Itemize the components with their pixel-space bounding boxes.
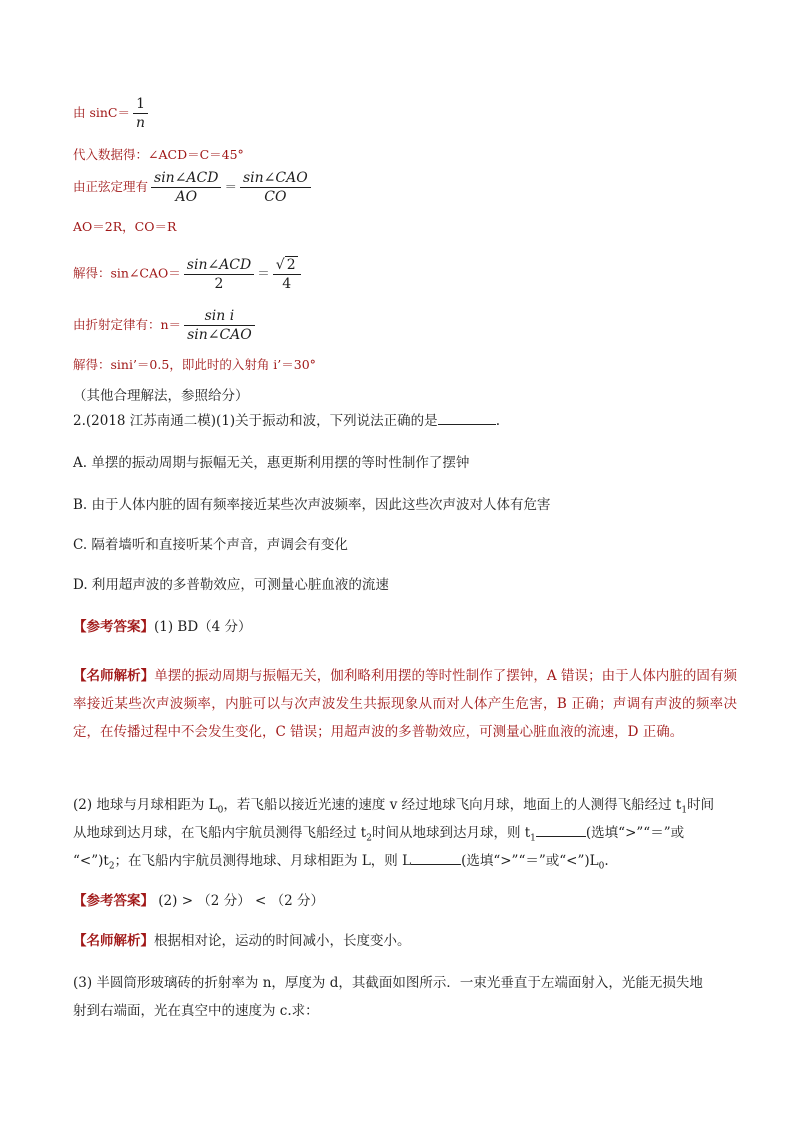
part-2-line-2: 从地球到达月球，在飞船内宇航员测得飞船经过 $t_2$时间从地球到达月球，则 $t_1$ (选填“>”“＝”或 xyxy=(73,820,733,852)
part-3-line-1: (3) 半圆筒形玻璃砖的折射率为 n，厚度为 d，其截面如图所示．一束光垂直于左端面射入，光能无损失地 xyxy=(73,975,703,991)
formula-prefix: 解得：sin∠CAO＝ xyxy=(73,265,181,281)
result-line: 解得：sini’＝0.5，即此时的入射角 i’＝30° xyxy=(73,357,316,372)
teacher-analysis-2: 【名师解析】根据相对论，运动的时间减小，长度变小。 xyxy=(73,933,411,949)
analysis-label: 【名师解析】 xyxy=(73,933,154,949)
ao-co-line: AO＝2R，CO＝R xyxy=(73,219,177,234)
formula-prefix: 由正弦定理有 xyxy=(73,179,149,194)
part-2-line-1: (2) 地球与月球相距为 $L_0$，若飞船以接近光速的速度 v 经过地球飞向月球，地面上的人测得飞船经过 $t_1$时间 xyxy=(73,797,715,816)
sine-law-line: 由正弦定理有 $\frac{\text{sin∠ACD}}{AO}$ ＝ $\frac{\text{sin∠CAO}}{CO}$ xyxy=(73,170,314,205)
part-3-line-2: 射到右端面，光在真空中的速度为 c.求： xyxy=(73,1003,319,1019)
question-2-stem: 2.(2018 江苏南通二模)(1)关于振动和波，下列说法正确的是 . xyxy=(73,408,733,434)
part-2-line-3: “$<”)t_2$；在飞船内宇航员测得地球、月球相距为 L，则 L (选填“>”“＝”或“$<”)L_0$. xyxy=(73,848,733,880)
substitute-line: 代入数据得：∠ACD＝C＝45° xyxy=(73,147,244,162)
sinc-formula-line xyxy=(73,96,151,131)
fraction-cao-co: $\frac{\text{sin∠CAO}}{CO}$ xyxy=(240,170,311,205)
option-d: D. 利用超声波的多普勒效应，可测量心脏血液的流速 xyxy=(73,577,389,593)
analysis-label: 【名师解析】 xyxy=(73,668,155,684)
option-b: B. 由于人体内脏的固有频率接近某些次声波频率，因此这些次声波对人体有危害 xyxy=(73,497,551,513)
reference-answer-1: 【参考答案】(1) BD（4 分） xyxy=(73,619,252,635)
answer-label: 【参考答案】 xyxy=(73,619,154,635)
fraction-root2-4: $\frac{√ 2}{4}$ xyxy=(273,256,301,292)
formula-prefix: 由 sinC＝ xyxy=(73,105,131,120)
teacher-analysis-1: 【名师解析】单摆的振动周期与振幅无关，伽利略利用摆的等时性制作了摆钟，A 错误；由于人体内脏的固有频率接近某些次声波频率，内脏可以与次声波发生共振现象从而对人体产生危害，B 正确；声调有声波的频率决定，在传播过程中不会发生变化，C 错误；用超声波的多普勒效应，可测量心脏血液的流速，D 正确。 xyxy=(73,668,737,740)
answer-label: 【参考答案】 xyxy=(73,893,154,909)
fraction-1-over-n: $\frac{1}{n}$ xyxy=(133,96,148,131)
answer-blank xyxy=(438,410,496,425)
fraction-acd-2: $\frac{\text{sin∠ACD}}{2}$ xyxy=(184,257,254,292)
reference-answer-2: 【参考答案】 (2) > （2 分） < （2 分） xyxy=(73,893,324,909)
refraction-law-line xyxy=(73,308,258,343)
answer-blank xyxy=(536,822,586,837)
option-c: C. 隔着墙听和直接听某个声音，声调会有变化 xyxy=(73,537,348,553)
formula-prefix: 由折射定律有：n＝ xyxy=(73,317,182,332)
scoring-note: （其他合理解法，参照给分） xyxy=(73,388,249,404)
fraction-acd-ao: $\frac{\text{sin∠ACD}}{AO}$ xyxy=(151,170,221,205)
solve-sin-cao-line: 解得：sin∠CAO＝ $\frac{\text{sin∠ACD}}{2}$ ＝ $\frac{√ 2}{4}$ xyxy=(73,256,304,292)
option-a: A. 单摆的振动周期与振幅无关，惠更斯利用摆的等时性制作了摆钟 xyxy=(73,455,470,471)
fraction-sini-sincao: $\frac{\text{sin i}}{\text{sin∠CAO}}$ xyxy=(184,308,255,343)
answer-blank xyxy=(411,850,461,865)
